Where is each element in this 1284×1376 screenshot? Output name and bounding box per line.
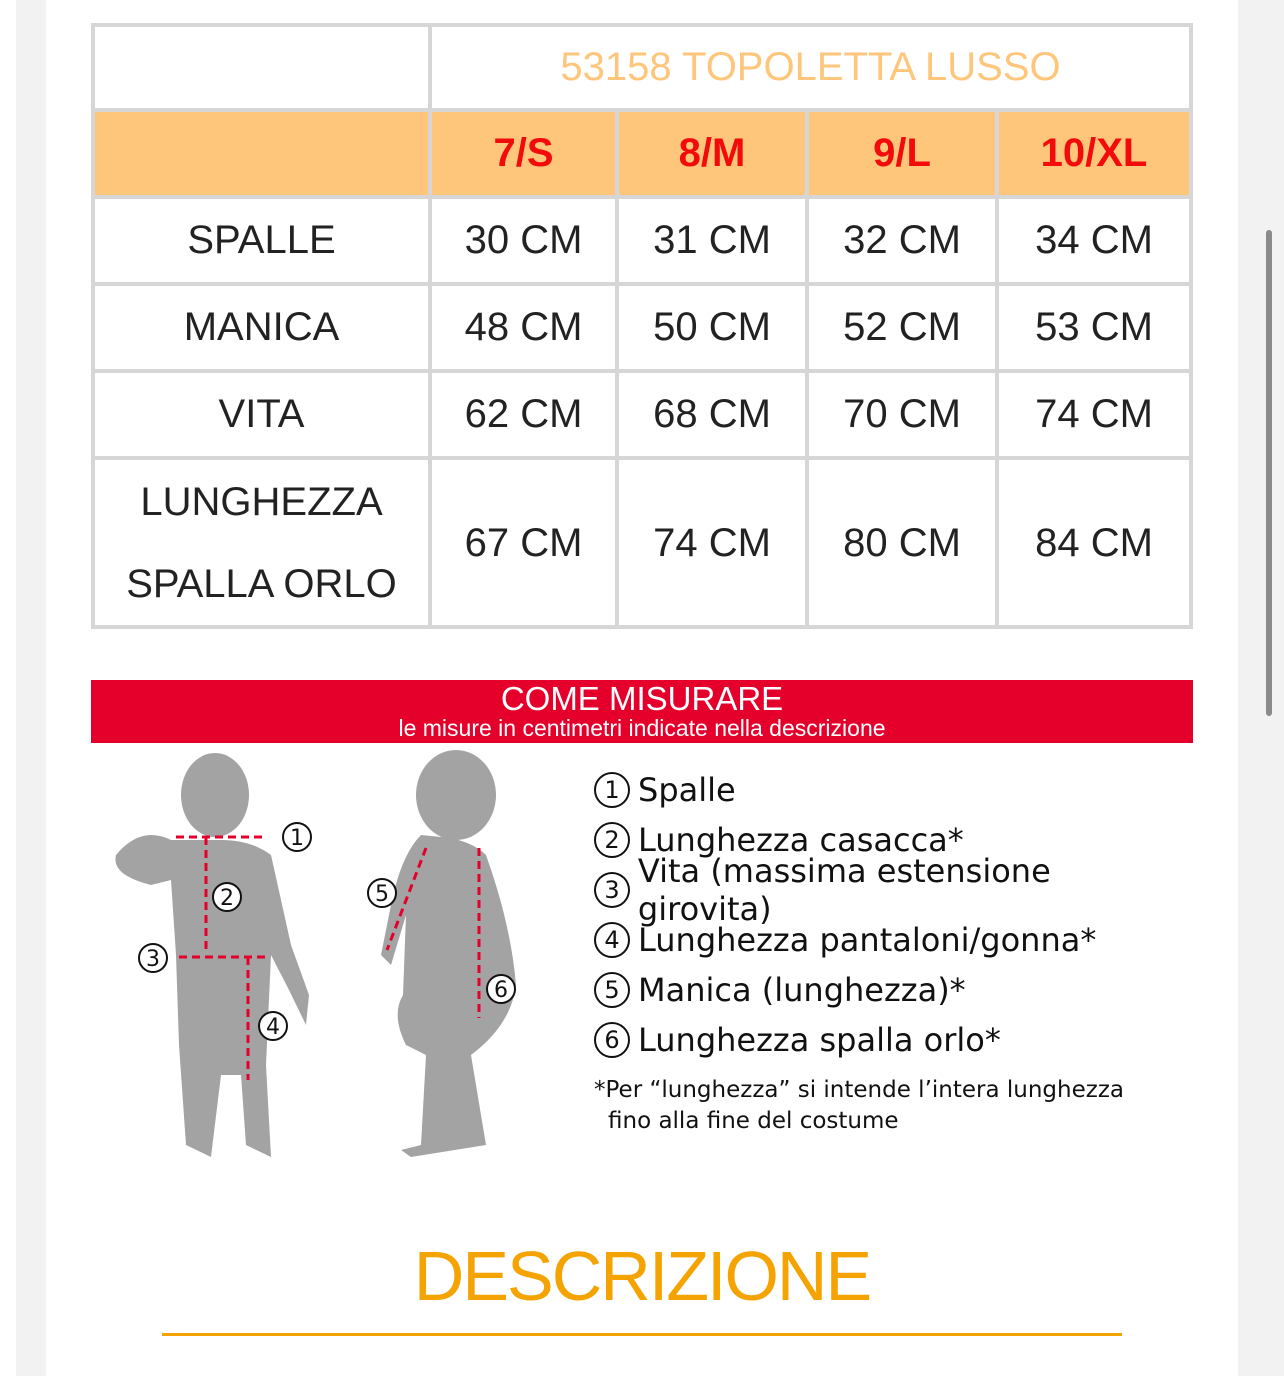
size-header: 8/M	[617, 110, 807, 197]
number-badge: 6	[594, 1022, 630, 1058]
number-badge: 4	[594, 922, 630, 958]
product-title: 53158 TOPOLETTA LUSSO	[430, 25, 1191, 110]
legend-label: Lunghezza casacca*	[638, 821, 964, 859]
row-label	[93, 458, 430, 627]
cell: 74 CM	[617, 458, 807, 627]
cell: 62 CM	[430, 371, 617, 458]
empty-cell	[93, 25, 430, 110]
svg-text:3: 3	[146, 947, 160, 972]
svg-text:6: 6	[494, 978, 508, 1003]
how-to-measure-banner	[91, 680, 1193, 743]
cell: 80 CM	[807, 458, 997, 627]
size-header: 7/S	[430, 110, 617, 197]
cell: 34 CM	[997, 197, 1191, 284]
page-gutter	[0, 0, 16, 1376]
footnote	[594, 1075, 1193, 1137]
scrollbar[interactable]	[1266, 230, 1272, 716]
row-label: SPALLE	[93, 197, 430, 284]
cell: 67 CM	[430, 458, 617, 627]
size-header: 9/L	[807, 110, 997, 197]
row-label: MANICA	[93, 284, 430, 371]
empty-cell	[93, 110, 430, 197]
cell: 68 CM	[617, 371, 807, 458]
cell: 30 CM	[430, 197, 617, 284]
legend-item	[594, 965, 1193, 1015]
number-badge: 3	[594, 872, 630, 908]
cell: 74 CM	[997, 371, 1191, 458]
row-label-line: LUNGHEZZA	[140, 479, 383, 524]
cell: 70 CM	[807, 371, 997, 458]
cell: 52 CM	[807, 284, 997, 371]
number-badge: 2	[594, 822, 630, 858]
cell: 32 CM	[807, 197, 997, 284]
cell: 48 CM	[430, 284, 617, 371]
svg-text:4: 4	[266, 1015, 280, 1040]
size-header: 10/XL	[997, 110, 1191, 197]
svg-text:2: 2	[220, 886, 234, 911]
footnote-line: *Per “lunghezza” si intende l’intera lunghezza	[594, 1077, 1124, 1103]
legend-item	[594, 852, 1193, 928]
legend-label: Manica (lunghezza)*	[638, 971, 966, 1009]
cell: 53 CM	[997, 284, 1191, 371]
banner-title: COME MISURARE	[500, 680, 784, 717]
how-to-measure-graphic	[91, 680, 1193, 1180]
number-badge: 1	[594, 772, 630, 808]
section-heading: DESCRIZIONE	[413, 1237, 871, 1315]
child-silhouettes-illustration	[91, 745, 531, 1175]
svg-text:5: 5	[375, 882, 389, 907]
cell: 50 CM	[617, 284, 807, 371]
footnote-line: fino alla fine del costume	[608, 1108, 899, 1134]
legend-item	[594, 765, 1193, 815]
banner-subtitle: le misure in centimetri indicate nella descrizione	[398, 715, 886, 741]
size-table	[91, 23, 1193, 629]
legend-label: Vita (massima estensione girovita)	[637, 852, 1051, 928]
cell: 31 CM	[617, 197, 807, 284]
row-label: VITA	[93, 371, 430, 458]
legend-label: Lunghezza pantaloni/gonna*	[638, 921, 1097, 959]
measurement-legend	[594, 765, 1193, 1137]
svg-text:1: 1	[290, 826, 304, 851]
legend-label: Spalle	[638, 771, 736, 809]
number-badge: 5	[594, 972, 630, 1008]
legend-label: Lunghezza spalla orlo*	[638, 1021, 1001, 1059]
row-label-line: SPALLA ORLO	[126, 561, 397, 606]
heading-underline	[162, 1333, 1122, 1336]
legend-item	[594, 1015, 1193, 1065]
cell: 84 CM	[997, 458, 1191, 627]
